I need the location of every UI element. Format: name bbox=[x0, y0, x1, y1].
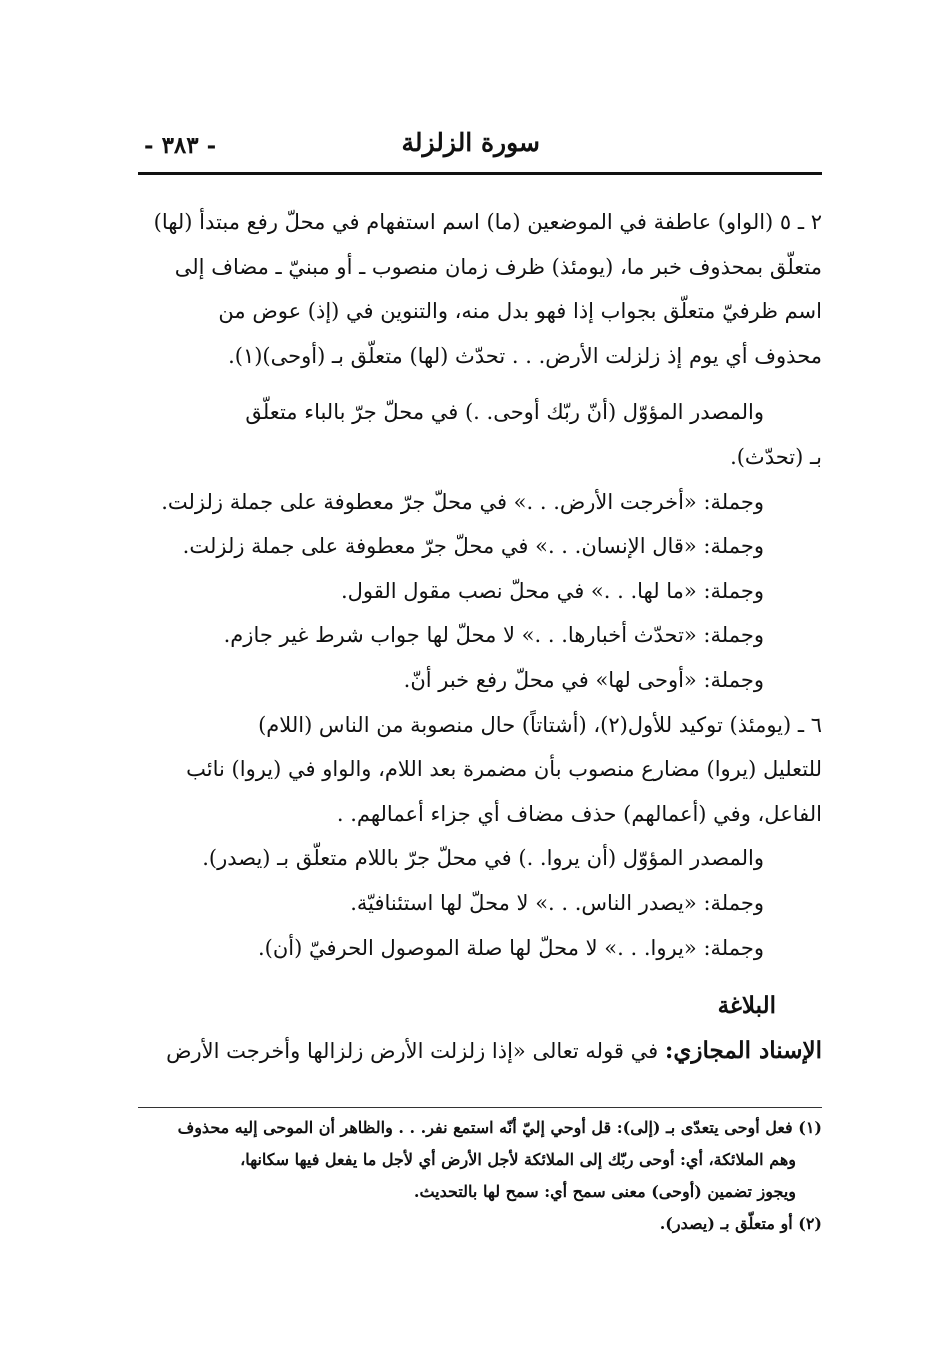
text-line: ٦ ـ (يومئذ) توكيد للأول(٢)، (أشتاتاً) حال منصوبة من الناس (اللام) bbox=[258, 712, 822, 737]
footnote-line: (٢) أو متعلّق بـ (يصدر). bbox=[659, 1214, 822, 1233]
text-line: ٢ ـ ٥ (الواو) عاطفة في الموضعين (ما) اسم استفهام في محلّ رفع مبتدأ (لها) bbox=[153, 210, 822, 234]
text-line bbox=[138, 1029, 822, 1074]
header-rule bbox=[138, 172, 822, 175]
text-line: اسم ظرفيّ متعلّق بجواب إذا فهو بدل منه، والتنوين في (إذ) عوض من bbox=[218, 299, 822, 324]
page-header bbox=[138, 124, 820, 172]
footnote-line: ويجوز تضمين (أوحى) معنى سمح أي: سمح لها بالتحديث. bbox=[413, 1182, 796, 1201]
term-lead: الإسناد المجازي: bbox=[664, 1036, 822, 1064]
footnote-rule bbox=[138, 1107, 822, 1108]
text-line: متعلّق بمحذوف خبر ما، (يومئذ) ظرف زمان منصوب ـ أو مبنيّ ـ مضاف إلى bbox=[174, 254, 822, 279]
text-line: للتعليل (يروا) مضارع منصوب بأن مضمرة بعد اللام، والواو في (يروا) نائب bbox=[186, 757, 822, 782]
text-line: والمصدر المؤوّل (أنّ ربّك أوحى. .) في محلّ جرّ بالباء متعلّق bbox=[245, 400, 764, 425]
sentence-analysis: وجملة: «تحدّث أخبارها. . .» لا محلّ لها جواب شرط غير جازم. bbox=[223, 623, 764, 648]
sentence-analysis: وجملة: «يصدر الناس. . .» لا محلّ لها استئنافيّة. bbox=[350, 890, 764, 915]
page-number: - ٣٨٣ - bbox=[144, 132, 217, 159]
section-heading: البلاغة bbox=[717, 992, 776, 1020]
sentence-analysis: وجملة: «ما لها. . .» في محلّ نصب مقول القول. bbox=[340, 578, 764, 603]
main-text bbox=[138, 200, 822, 1073]
footnote-line: (١) فعل أوحى يتعدّى بـ (إلى): قل أوحي إليّ أنّه استمع نفر. . . والظاهر أن الموحى إليه محذوف bbox=[177, 1118, 822, 1137]
sentence-analysis: وجملة: «أوحى لها» في محلّ رفع خبر أنّ. bbox=[403, 667, 764, 692]
sentence-analysis: وجملة: «أخرجت الأرض. . .» في محلّ جرّ معطوفة على جملة زلزلت. bbox=[161, 489, 764, 514]
footnote-line: وهم الملائكة، أي: أوحى ربّك إلى الملائكة لأجل الأرض أي لأجل ما يفعل فيها سكانها، bbox=[240, 1150, 796, 1169]
text-line: والمصدر المؤوّل (أن يروا. .) في محلّ جرّ باللام متعلّق بـ (يصدر). bbox=[202, 846, 764, 871]
text-line: الفاعل، وفي (أعمالهم) حذف مضاف أي جزاء أعمالهم. . bbox=[336, 801, 822, 826]
text-line: بـ (تحدّث). bbox=[730, 444, 822, 469]
footnotes bbox=[138, 1112, 822, 1240]
surah-title: سورة الزلزلة bbox=[401, 128, 540, 157]
sentence-analysis: وجملة: «يروا. . .» لا محلّ لها صلة الموصول الحرفيّ (أن). bbox=[257, 935, 764, 960]
term-text: في قوله تعالى «إذا زلزلت الأرض زلزالها وأخرجت الأرض bbox=[166, 1038, 665, 1063]
text-line: محذوف أي يوم إذ زلزلت الأرض. . . تحدّث (لها) متعلّق بـ (أوحى)(١). bbox=[228, 343, 822, 368]
sentence-analysis: وجملة: «قال الإنسان. . .» في محلّ جرّ معطوفة على جملة زلزلت. bbox=[182, 534, 764, 559]
